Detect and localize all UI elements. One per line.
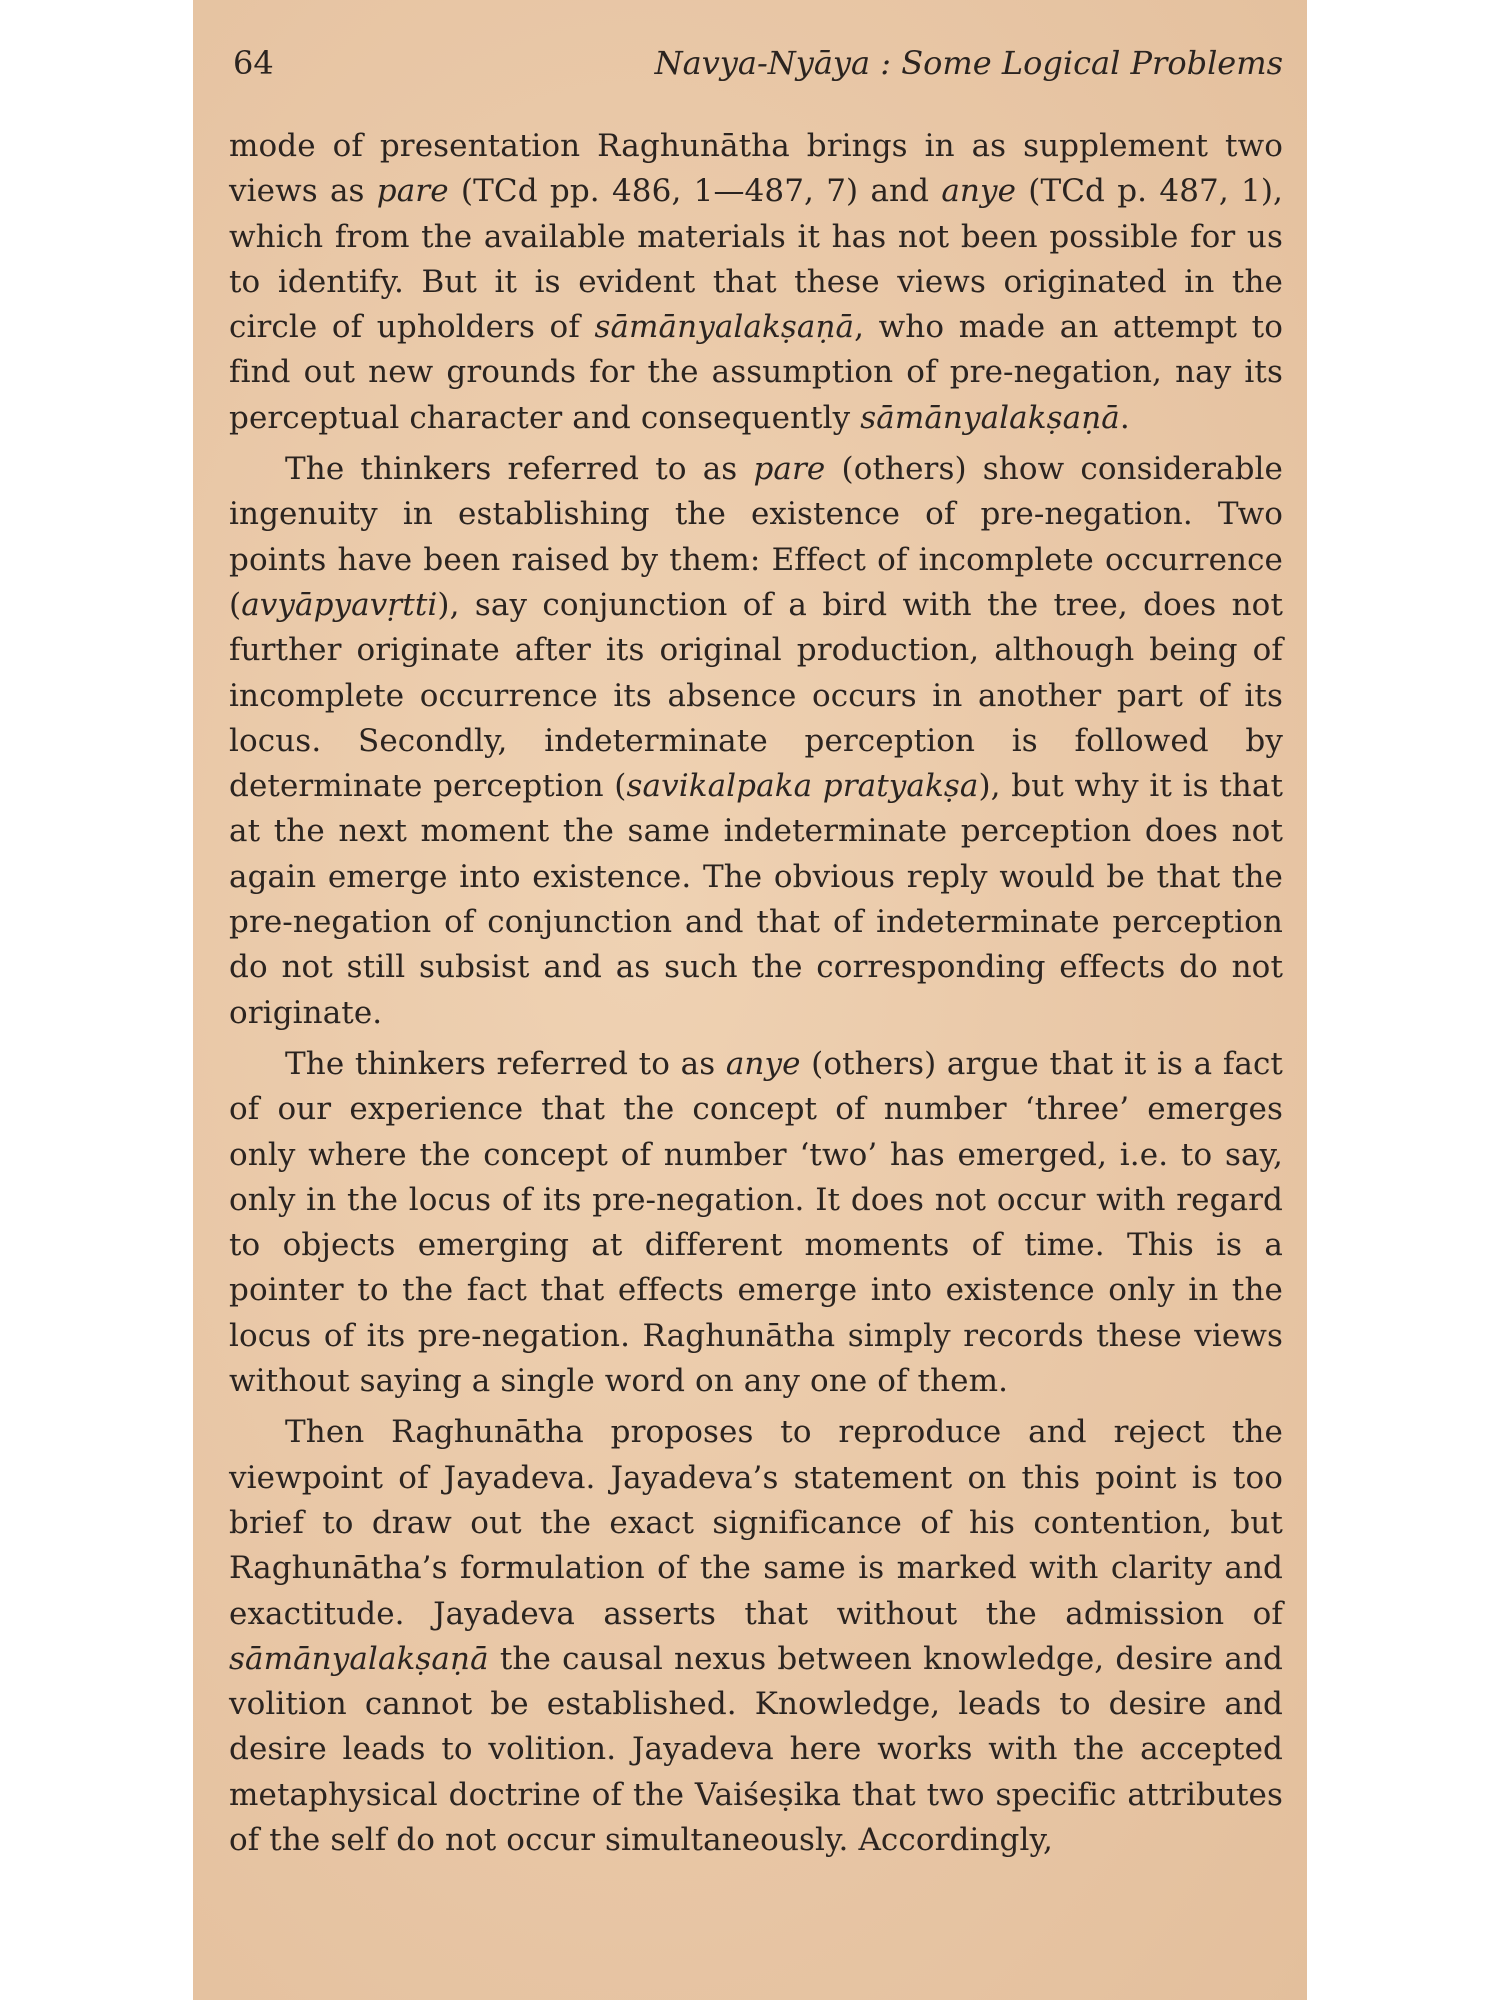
paragraph xyxy=(229,124,1283,441)
text-run: (TCd p. 487, 1), which from the available materials it has not been possible for us to identify. But it is evident that these views originated in the circle of upholders of xyxy=(229,173,1284,346)
text-run: (TCd pp. 486, 1—487, 7) and xyxy=(448,173,942,210)
paragraph xyxy=(229,447,1283,1036)
text-run: Then Raghunātha proposes to reproduce and reject the viewpoint of Jayadeva. Jayadeva’s statement on this point is too brief to draw out the exact significance of his contention, but Raghunātha’s formulation of the same is marked with clarity and exactitude. Jayadeva asserts that without the admission of xyxy=(229,1414,1283,1632)
italic-term: anye xyxy=(941,173,1017,210)
text-run: ), say conjunction of a bird with the tree, does not further originate after its original production, although being of incomplete occurrence its absence occurs in another part of its locus. Secondly, indeterminate perception is followed by determinate perception ( xyxy=(229,586,1283,805)
text-run: ), but why it is that at the next moment the same indeterminate perception does not again emerge into existence. The obvious reply would be that the pre-negation of conjunction and that of indeterminate perception do not still subsist and as such the corresponding effects do not originate. xyxy=(229,768,1283,1031)
book-page xyxy=(193,0,1307,2000)
italic-term: sāmānyalakṣaṇā xyxy=(229,1640,489,1677)
running-title: Navya-Nyāya : Some Logical Problems xyxy=(654,44,1283,82)
text-run: the causal nexus between knowledge, desire and volition cannot be established. Knowledge, leads to desire and desire leads to volition. Jayadeva here works with the accepted metaphysical doctrine of the Vaiśeṣika that two specific attributes of the self do not occur simultaneously. Accordingly, xyxy=(229,1640,1283,1858)
text-run: mode of presentation Raghunātha brings in as supplement two views as xyxy=(229,128,1283,210)
text-run: (others) argue that it is a fact of our experience that the concept of number ‘three’ emerges only where the concept of number ‘two’ has emerged, i.e. to say, only in the locus of its pre-negation. It does not occur with regard to objects emerging at different moments of time. This is a pointer to the fact that effects emerge into existence only in the locus of its pre-negation. Raghunātha simply records these views without saying a single word on any one of them. xyxy=(229,1045,1283,1400)
paragraph xyxy=(229,1410,1283,1863)
page-header xyxy=(233,44,1283,88)
italic-term: pare xyxy=(376,173,449,210)
text-run: (others) show considerable ingenuity in establishing the existence of pre-negation. Two points have been raised by them: Effect of incomplete occurrence ( xyxy=(229,451,1283,623)
text-run: , who made an attempt to find out new grounds for the assumption of pre-negation, nay its perceptual character and consequently xyxy=(229,309,1283,436)
italic-term: sāmānyalakṣaṇā xyxy=(594,309,855,346)
italic-term: sāmānyalakṣaṇā xyxy=(860,399,1120,436)
page-number: 64 xyxy=(233,44,274,82)
paragraph xyxy=(229,1042,1283,1404)
body-text xyxy=(229,124,1283,1869)
text-run: The thinkers referred to as xyxy=(285,451,754,488)
text-run: The thinkers referred to as xyxy=(285,1045,726,1082)
italic-term: avyāpyavṛtti xyxy=(241,586,438,623)
italic-term: anye xyxy=(725,1045,801,1082)
italic-term: savikalpaka pratyakṣa xyxy=(626,768,979,805)
text-run: . xyxy=(1119,399,1130,436)
italic-term: pare xyxy=(753,451,826,488)
